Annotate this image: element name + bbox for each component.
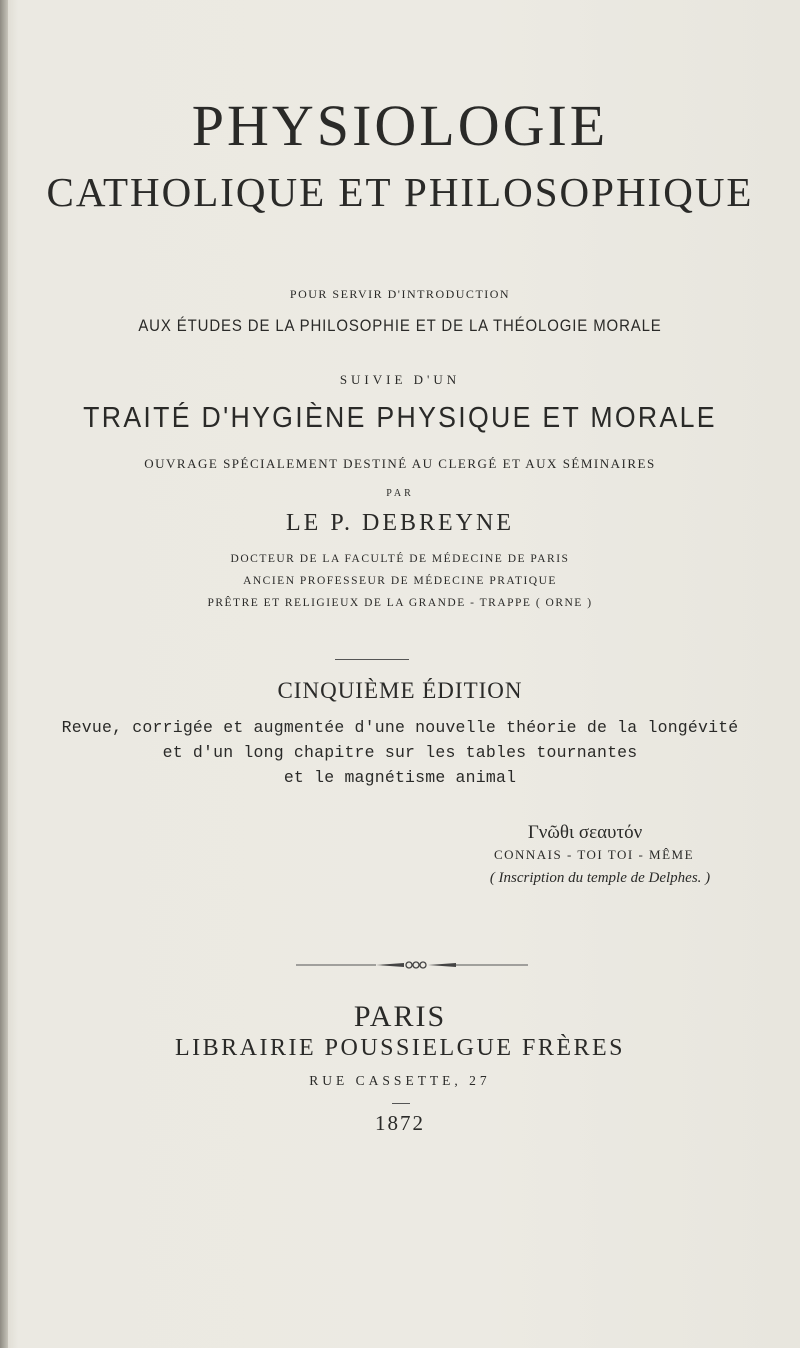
purpose-line-2: AUX ÉTUDES DE LA PHILOSOPHIE ET DE LA THÉOLOGIE MORALE bbox=[138, 316, 662, 335]
publisher-name: LIBRAIRIE POUSSIELGUE FRÈRES bbox=[174, 1035, 626, 1061]
author-credential: PRÊTRE ET RELIGIEUX DE LA GRANDE - TRAPPE ( ORNE ) bbox=[207, 597, 593, 609]
publisher-address: RUE CASSETTE, 27 bbox=[309, 1073, 491, 1088]
epigraph-greek: Γνῶθι σεαυτόν bbox=[527, 822, 643, 843]
edition-note: Revue, corrigée et augmentée d'une nouvelle théorie de la longévité bbox=[61, 718, 739, 737]
audience-line: OUVRAGE SPÉCIALEMENT DESTINÉ AU CLERGÉ ET AUX SÉMINAIRES bbox=[144, 456, 656, 471]
by-label: PAR bbox=[386, 488, 414, 499]
epigraph-source: ( Inscription du temple de Delphes. ) bbox=[489, 870, 711, 886]
ornament-divider bbox=[296, 958, 528, 972]
main-title: PHYSIOLOGIE bbox=[191, 93, 609, 158]
purpose-line-1: POUR SERVIR D'INTRODUCTION bbox=[289, 287, 511, 301]
publication-city: PARIS bbox=[353, 1000, 447, 1033]
edition-heading: CINQUIÈME ÉDITION bbox=[277, 678, 523, 703]
publication-year: 1872 bbox=[375, 1111, 425, 1135]
subtitle: CATHOLIQUE ET PHILOSOPHIQUE bbox=[46, 169, 754, 215]
edition-note: et le magnétisme animal bbox=[283, 768, 517, 787]
divider-rule bbox=[335, 659, 409, 660]
followed-by: SUIVIE D'UN bbox=[339, 372, 461, 387]
author-name: LE P. DEBREYNE bbox=[286, 510, 514, 536]
edition-note: et d'un long chapitre sur les tables tournantes bbox=[162, 743, 638, 762]
author-credential: ANCIEN PROFESSEUR DE MÉDECINE PRATIQUE bbox=[243, 575, 557, 587]
epigraph-translation: CONNAIS - TOI TOI - MÊME bbox=[493, 847, 695, 862]
author-credential: DOCTEUR DE LA FACULTÉ DE MÉDECINE DE PARIS bbox=[230, 553, 570, 565]
short-rule bbox=[392, 1103, 410, 1104]
treatise-title: TRAITÉ D'HYGIÈNE PHYSIQUE ET MORALE bbox=[83, 402, 717, 434]
